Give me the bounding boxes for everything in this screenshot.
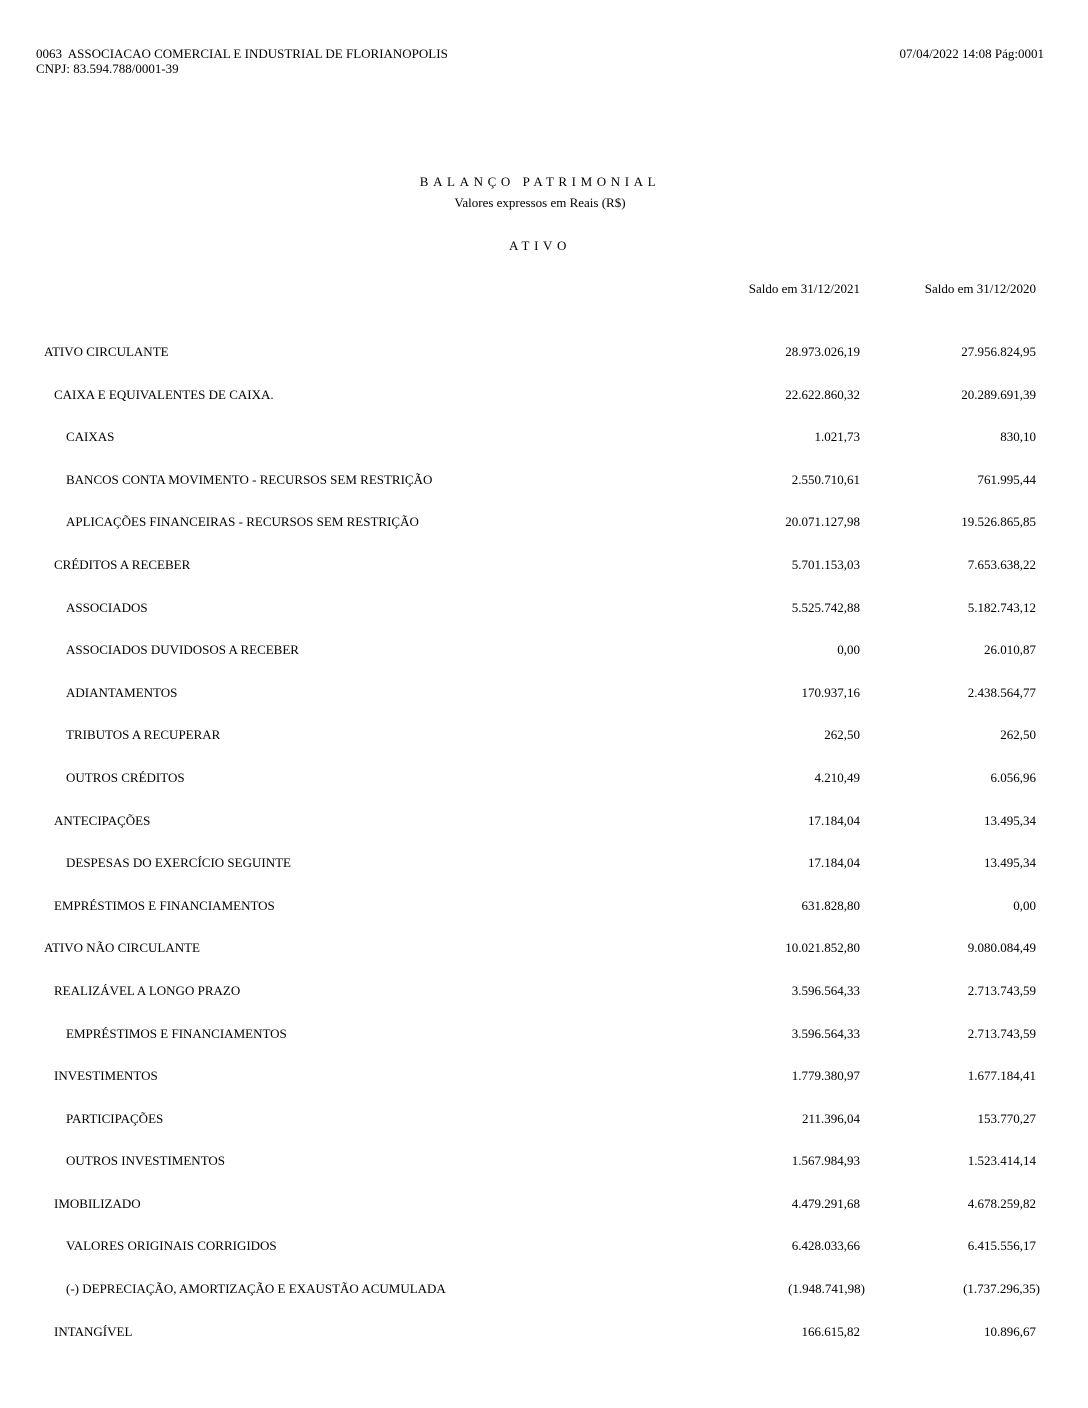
value-2021: 10.021.852,80 [785,940,860,956]
table-row [0,766,1088,809]
value-2021: 166.615,82 [801,1323,860,1339]
value-2021: (1.948.741,98) [788,1281,865,1297]
row-label: ASSOCIADOS [66,599,148,615]
value-2020: 262,50 [1000,727,1036,743]
row-label: ADIANTAMENTOS [66,684,178,700]
value-2021: 4.210,49 [814,769,860,785]
value-2021: 5.525.742,88 [791,599,860,615]
value-2021: 6.428.033,66 [791,1238,860,1254]
value-2020: 27.956.824,95 [961,344,1036,359]
value-2020: 761.995,44 [977,471,1036,487]
value-2021: 2.550.710,61 [791,471,860,487]
table-row [0,425,1088,468]
value-2021: 22.622.860,32 [785,386,860,402]
value-2020: 1.677.184,41 [967,1068,1036,1084]
table-row [0,1022,1088,1065]
value-2020: 2.713.743,59 [967,982,1036,998]
table-row [0,1149,1088,1192]
row-label: EMPRÉSTIMOS E FINANCIAMENTOS [54,897,275,913]
value-2020: 2.713.743,59 [967,1025,1036,1041]
table-row [0,468,1088,511]
row-label: ASSOCIADOS DUVIDOSOS A RECEBER [66,642,299,658]
value-2020: 830,10 [1000,429,1036,445]
row-label: TRIBUTOS A RECUPERAR [66,727,221,743]
column-header-2021: Saldo em 31/12/2021 [748,281,860,296]
table-row [0,1320,1088,1363]
row-label: ATIVO CIRCULANTE [44,344,169,359]
row-label: EMPRÉSTIMOS E FINANCIAMENTOS [66,1025,287,1041]
value-2020: 153.770,27 [977,1110,1036,1126]
table-row [0,809,1088,852]
row-label: REALIZÁVEL A LONGO PRAZO [54,982,241,998]
value-2021: 3.596.564,33 [791,982,860,998]
row-label: INTANGÍVEL [54,1323,133,1339]
value-2021: 0,00 [837,642,860,658]
value-2021: 1.779.380,97 [791,1068,860,1084]
value-2020: 1.523.414,14 [967,1153,1036,1169]
table-row [0,638,1088,681]
table-row [0,936,1088,979]
row-label: OUTROS INVESTIMENTOS [66,1153,226,1169]
table-row [0,1064,1088,1107]
report-title: BALANÇO PATRIMONIAL [419,174,661,189]
value-2020: 19.526.865,85 [961,514,1036,530]
value-2020: 10.896,67 [984,1323,1036,1339]
value-2021: 28.973.026,19 [785,344,860,359]
value-2020: 4.678.259,82 [967,1195,1036,1211]
print-datetime-page: 07/04/2022 14:08 Pág:0001 [899,46,1044,61]
value-2021: 17.184,04 [808,855,860,871]
column-header-2020: Saldo em 31/12/2020 [924,281,1036,296]
section-title: ATIVO [509,238,571,253]
row-label: CAIXAS [66,429,115,445]
row-label: PARTICIPAÇÕES [66,1110,164,1126]
row-label: CAIXA E EQUIVALENTES DE CAIXA. [54,386,274,402]
value-2020: (1.737.296,35) [963,1281,1040,1297]
value-2020: 0,00 [1013,897,1036,913]
value-2020: 5.182.743,12 [967,599,1036,615]
table-row [0,979,1088,1022]
table-row [0,383,1088,426]
table-row [0,1277,1088,1320]
balance-table [0,340,1088,1362]
company-cnpj: CNPJ: 83.594.788/0001-39 [36,61,179,76]
value-2021: 170.937,16 [801,684,860,700]
value-2020: 6.415.556,17 [967,1238,1036,1254]
table-row [0,851,1088,894]
value-2020: 20.289.691,39 [961,386,1036,402]
row-label: OUTROS CRÉDITOS [66,769,185,785]
table-row [0,681,1088,724]
table-row [0,596,1088,639]
value-2021: 211.396,04 [801,1110,860,1126]
value-2021: 631.828,80 [801,897,860,913]
value-2021: 1.021,73 [814,429,860,445]
value-2020: 26.010,87 [984,642,1036,658]
value-2020: 9.080.084,49 [967,940,1036,956]
table-row [0,510,1088,553]
report-subtitle: Valores expressos em Reais (R$) [454,195,626,210]
row-label: ANTECIPAÇÕES [54,812,151,828]
row-label: DESPESAS DO EXERCÍCIO SEGUINTE [66,855,291,871]
row-label: BANCOS CONTA MOVIMENTO - RECURSOS SEM RESTRIÇÃO [66,471,433,487]
row-label: ATIVO NÃO CIRCULANTE [44,940,200,956]
value-2021: 262,50 [824,727,860,743]
value-2021: 5.701.153,03 [791,556,860,572]
row-label: INVESTIMENTOS [54,1068,158,1084]
value-2020: 2.438.564,77 [967,684,1036,700]
company-name: 0063 ASSOCIACAO COMERCIAL E INDUSTRIAL DE FLORIANOPOLIS [36,46,448,61]
row-label: IMOBILIZADO [54,1195,141,1211]
row-label: VALORES ORIGINAIS CORRIGIDOS [66,1238,277,1254]
row-label: APLICAÇÕES FINANCEIRAS - RECURSOS SEM RESTRIÇÃO [66,514,419,530]
document-header-left [36,46,448,76]
table-row [0,553,1088,596]
value-2020: 13.495,34 [984,812,1036,828]
value-2021: 4.479.291,68 [791,1195,860,1211]
value-2020: 7.653.638,22 [967,556,1036,572]
value-2020: 13.495,34 [984,855,1036,871]
table-row [0,340,1088,383]
value-2021: 20.071.127,98 [785,514,860,530]
row-label: (-) DEPRECIAÇÃO, AMORTIZAÇÃO E EXAUSTÃO ACUMULADA [66,1281,446,1297]
value-2021: 17.184,04 [808,812,860,828]
table-row [0,1107,1088,1150]
table-row [0,723,1088,766]
value-2020: 6.056,96 [990,769,1036,785]
value-2021: 1.567.984,93 [791,1153,860,1169]
table-row [0,1234,1088,1277]
value-2021: 3.596.564,33 [791,1025,860,1041]
row-label: CRÉDITOS A RECEBER [54,556,191,572]
table-row [0,894,1088,937]
table-row [0,1192,1088,1235]
